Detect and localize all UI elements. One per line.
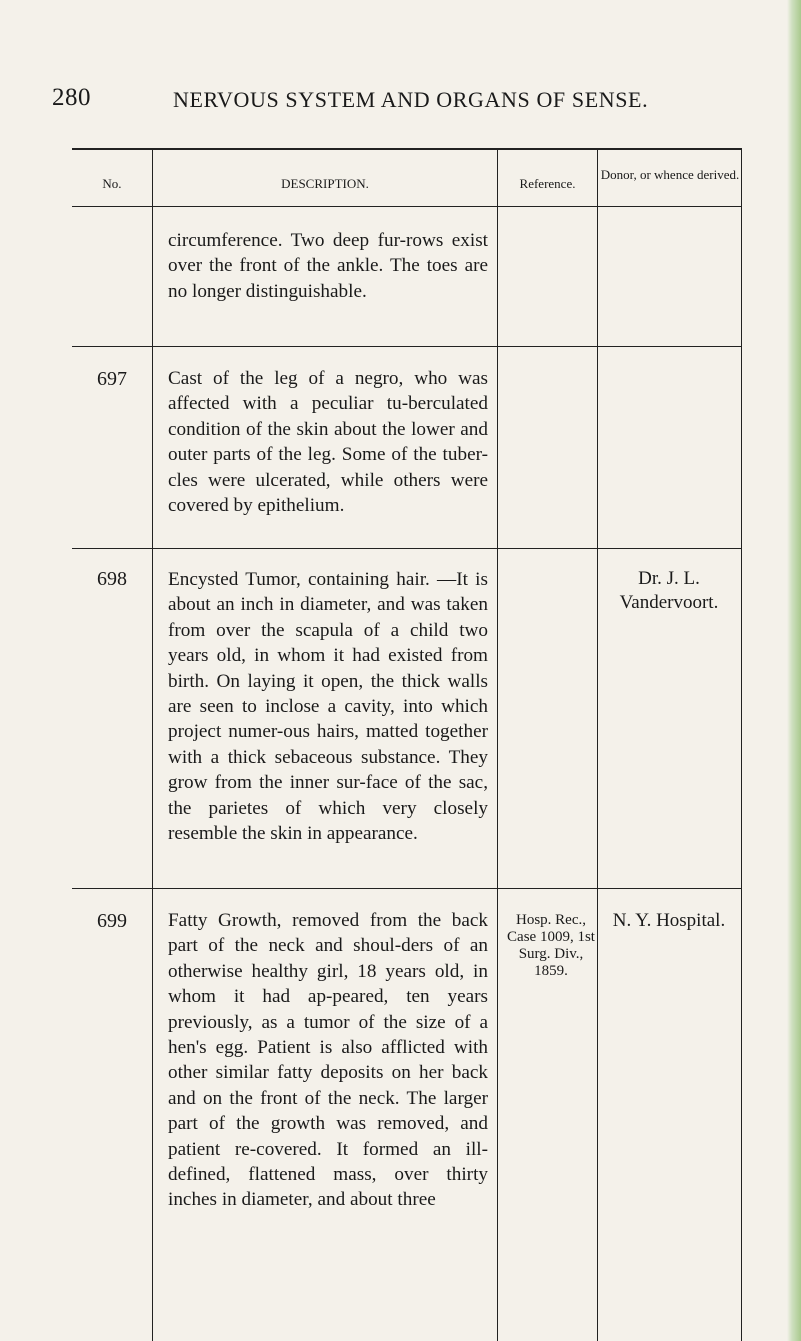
col-divider-4	[741, 149, 742, 1341]
table-row-number: 698	[97, 568, 127, 590]
page-edge-shadow	[787, 0, 801, 1341]
page-number: 280	[52, 84, 91, 111]
row-rule-1	[72, 346, 742, 347]
header-donor: Donor, or whence derived.	[600, 167, 740, 182]
header-reference: Reference.	[519, 176, 576, 191]
table-top-rule	[72, 148, 742, 150]
table-row-description: Fatty Growth, removed from the back part of the neck and shoul-ders of an otherwise healthy girl, 18 years old, in whom it had ap-peared, ten years previously, as a tumor of the size of a hen's egg. Patient is also afflicted with other similar fatty deposits on her back and on the front of the neck. The larger part of the growth was removed, and patient re-covered. It formed an ill-defined, flattened mass, over thirty inches in diameter, and about three	[168, 910, 488, 1211]
col-divider-2	[497, 149, 498, 1341]
header-bottom-rule	[72, 206, 742, 207]
table-row-number: 699	[97, 910, 127, 932]
col-divider-3	[597, 149, 598, 1341]
table-row-description: circumference. Two deep fur-rows exist over the front of the ankle. The toes are no longer distinguishable.	[168, 230, 488, 302]
running-title: NERVOUS SYSTEM AND ORGANS OF SENSE.	[173, 87, 649, 112]
header-description: DESCRIPTION.	[281, 176, 369, 191]
table-row-description: Cast of the leg of a negro, who was affected with a peculiar tu-berculated condition of the skin about the lower and outer parts of the leg. Some of the tuber-cles were ulcerated, while others were covered by epithelium.	[168, 368, 488, 517]
table-row-number: 697	[97, 368, 127, 390]
row-rule-3	[72, 888, 742, 889]
table-row-description: Encysted Tumor, containing hair. —It is about an inch in diameter, and was taken from over the scapula of a child two years old, in whom it had existed from birth. On laying it open, the thick walls are seen to inclose a cavity, into which project numer-ous hairs, matted together with a thick sebaceous substance. They grow from the inner sur-face of the sac, the parietes of which very closely resemble the skin in appearance.	[168, 569, 488, 845]
table-row-donor: N. Y. Hospital.	[612, 910, 726, 931]
table-row-reference: Hosp. Rec., Case 1009, 1st Surg. Div., 1859.	[507, 912, 595, 979]
row-rule-2	[72, 548, 742, 549]
header-no: No.	[102, 176, 122, 191]
col-divider-1	[152, 149, 153, 1341]
table-row-donor: Dr. J. L. Vandervoort.	[619, 568, 719, 613]
